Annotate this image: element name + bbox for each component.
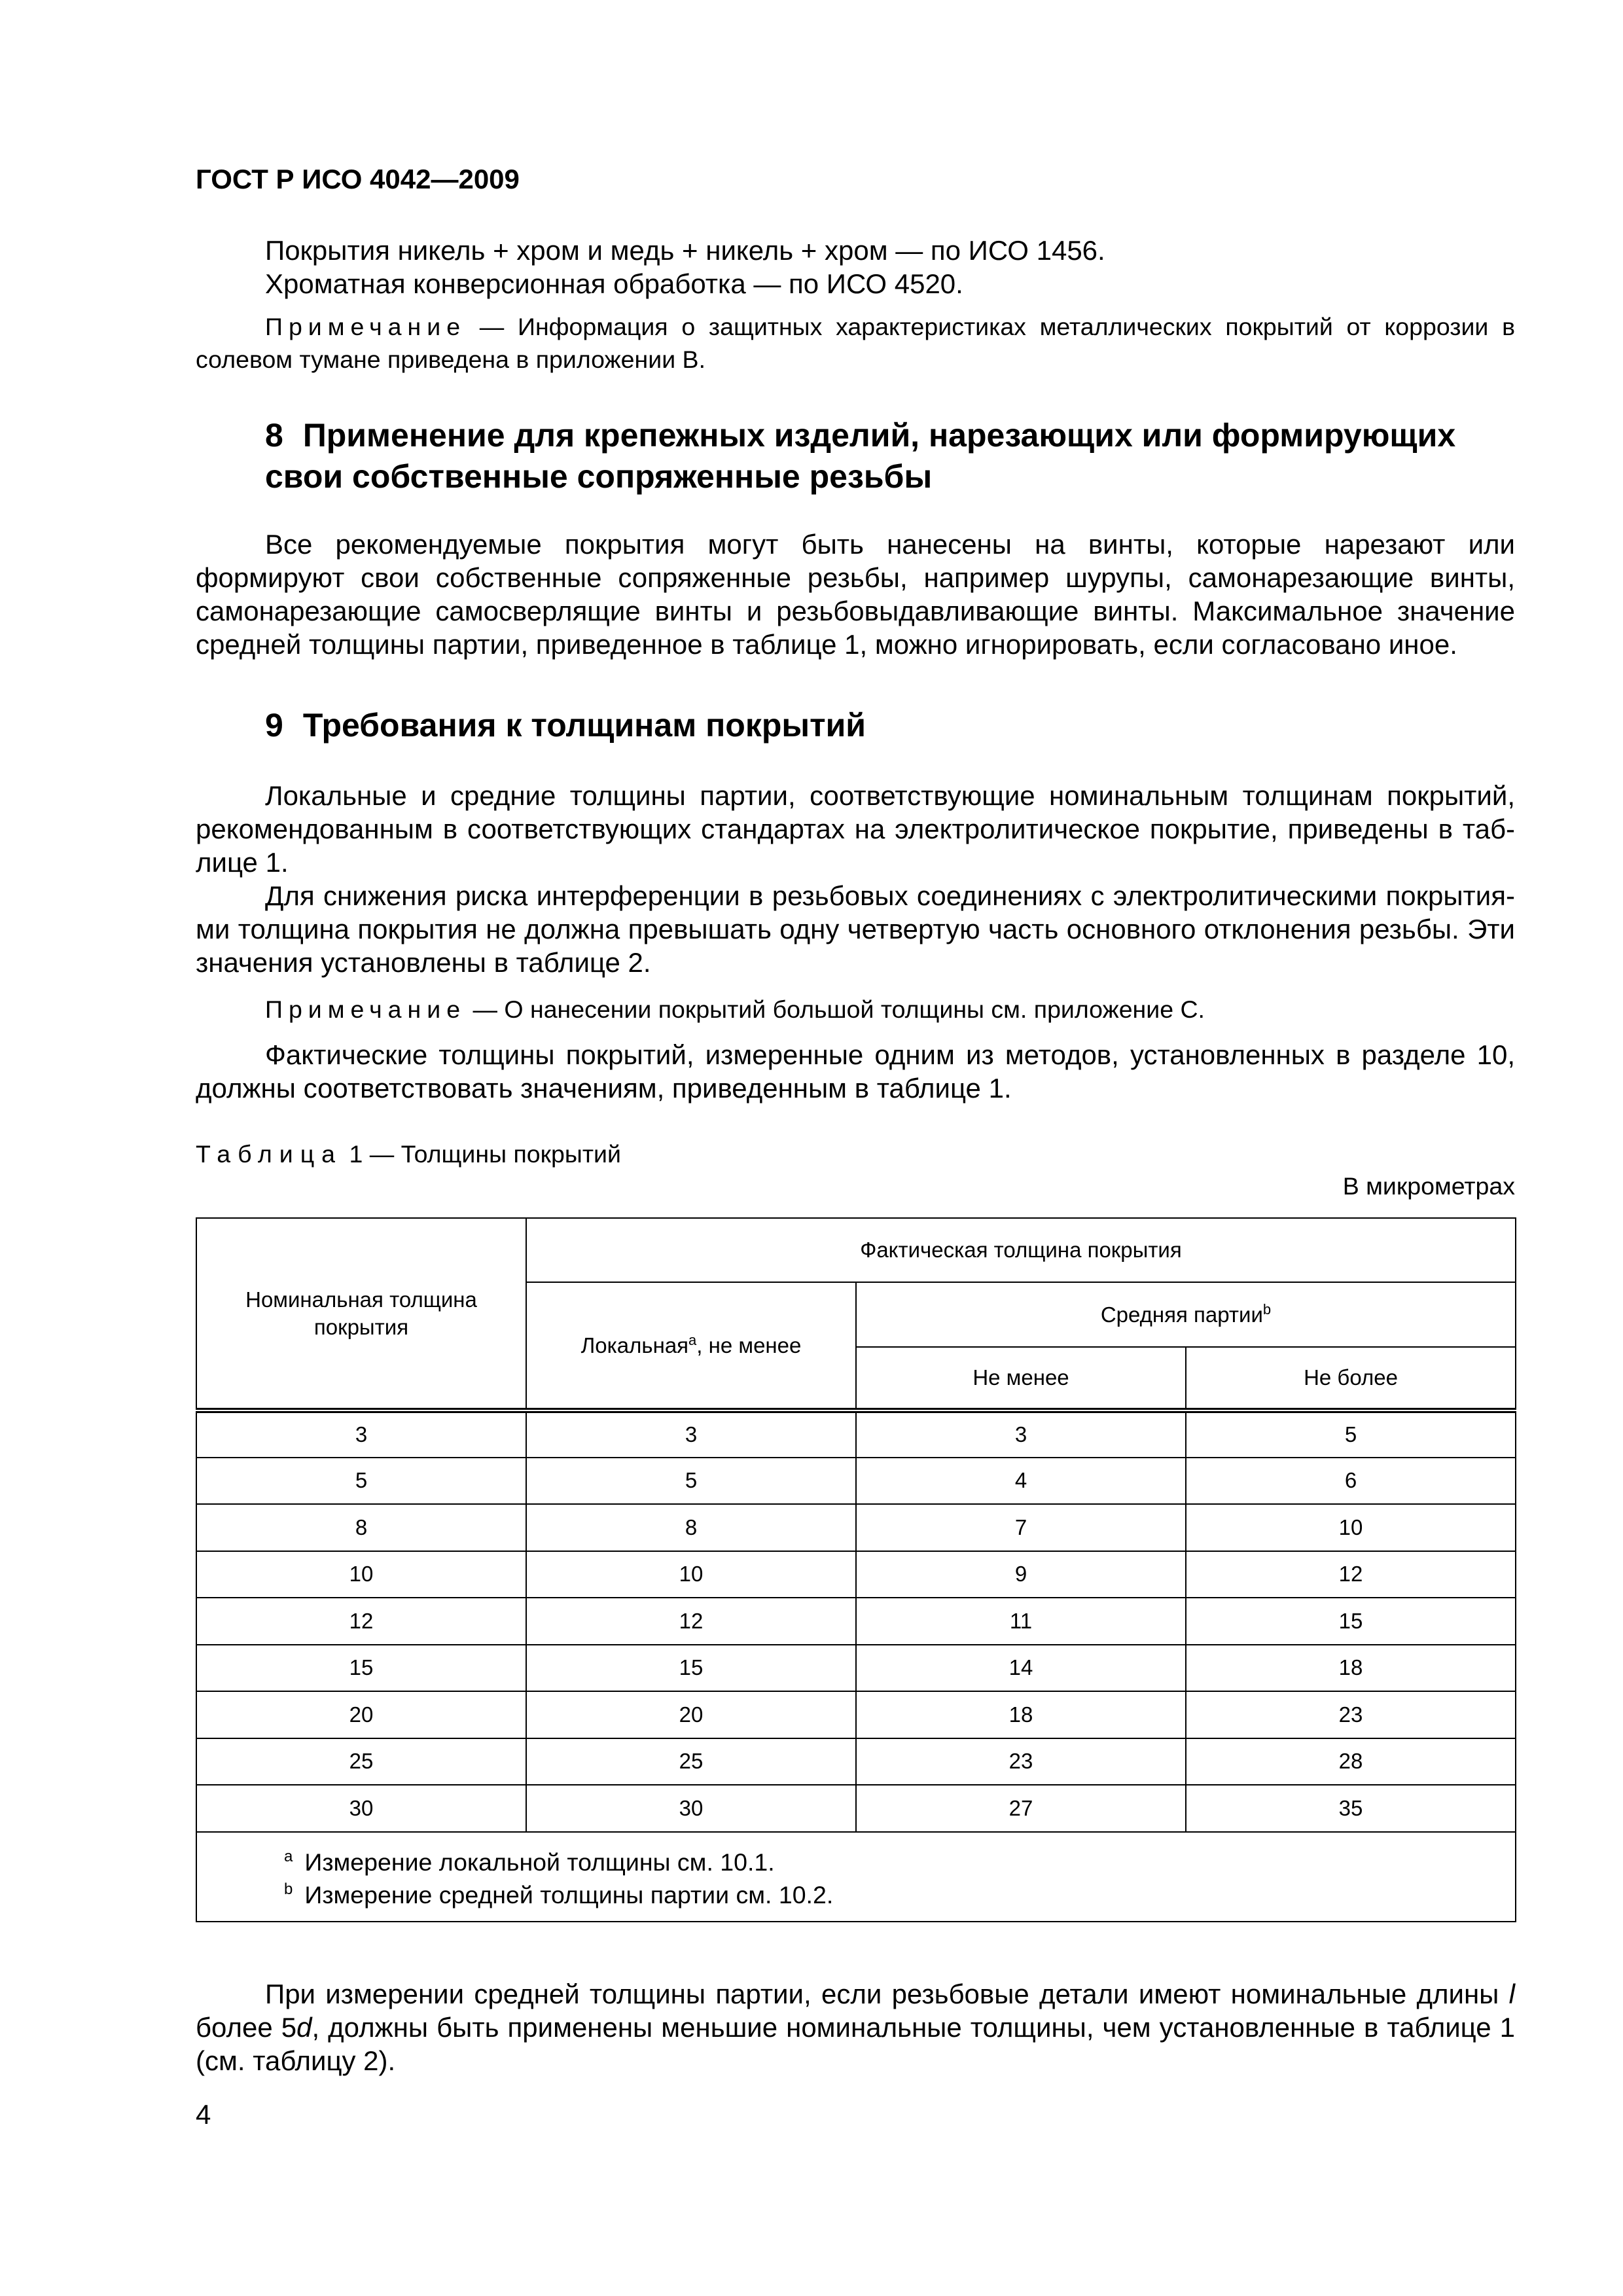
table-row xyxy=(196,1645,1516,1692)
table-row xyxy=(196,1738,1516,1785)
table-row xyxy=(196,1504,1516,1551)
cell-nominal: 20 xyxy=(196,1691,526,1738)
table-row xyxy=(196,1691,1516,1738)
table-caption-number: 1 xyxy=(349,1140,363,1168)
header-local-label: Локальная xyxy=(580,1333,689,1357)
coating-line-nickel-chrome: Покрытия никель + хром и медь + никель + хром — по ИСО 1456. xyxy=(265,235,1105,266)
page-number: 4 xyxy=(196,2099,211,2130)
table-1-units: В микрометрах xyxy=(1342,1172,1515,1200)
footnote-b-text: Измерение средней толщины партии см. 10.2. xyxy=(304,1880,834,1909)
cell-nominal: 8 xyxy=(196,1504,526,1551)
cell-local: 3 xyxy=(526,1410,856,1458)
footnote-a-text: Измерение локальной толщины см. 10.1. xyxy=(304,1848,775,1876)
table-footnotes xyxy=(196,1832,1516,1922)
cell-local: 30 xyxy=(526,1785,856,1832)
section-9-heading xyxy=(265,705,1515,746)
cell-nominal: 25 xyxy=(196,1738,526,1785)
table-1-container xyxy=(196,1217,1515,1922)
table-row xyxy=(196,1598,1516,1645)
cell-local: 20 xyxy=(526,1691,856,1738)
footnote-b: b Измерение средней толщины партии см. 10.2. xyxy=(284,1880,834,1909)
cell-batch-max: 10 xyxy=(1186,1504,1516,1551)
variable-d: d xyxy=(296,2012,312,2043)
footnote-ref-b: b xyxy=(1262,1300,1272,1318)
header-local-suffix: , не менее xyxy=(696,1333,802,1357)
note-text: — О нанесении покрытий большой толщины см. приложение С. xyxy=(466,996,1205,1023)
note-text: — Информация о защитных характеристиках металлических покрытий от коррозии в солевом тумане приведена в приложении В. xyxy=(196,313,1515,373)
table-row xyxy=(196,1551,1516,1598)
section-9-paragraphs xyxy=(196,779,1515,979)
section7-tail xyxy=(196,234,1515,300)
cell-batch-min: 18 xyxy=(856,1691,1186,1738)
closing-text-part-3: , должны быть применены меньшие номинальные толщины, чем установленные в таблице 1 (см. таблицу 2). xyxy=(196,2012,1515,2076)
cell-batch-max: 6 xyxy=(1186,1458,1516,1505)
section-8-title: Применение для крепежных изделий, нарезающих или формирующих свои собственные сопряженные резьбы xyxy=(265,417,1456,495)
document-code-header: ГОСТ Р ИСО 4042—2009 xyxy=(196,164,520,194)
cell-local: 5 xyxy=(526,1458,856,1505)
table-header-row-1 xyxy=(196,1218,1516,1282)
table-caption-title: — Толщины покрытий xyxy=(369,1140,621,1168)
cell-batch-min: 27 xyxy=(856,1785,1186,1832)
cell-batch-min: 11 xyxy=(856,1598,1186,1645)
cell-local: 15 xyxy=(526,1645,856,1692)
section-9-paragraph-1: Локальные и средние толщины партии, соответствующие номинальным толщинам покрытий, рекомендованным в соответствующих стандартах на электролитическое покрытие, приведены в таблице 1. xyxy=(196,780,1515,878)
coating-thickness-table xyxy=(196,1217,1516,1922)
cell-batch-max: 12 xyxy=(1186,1551,1516,1598)
header-local-min xyxy=(526,1282,856,1410)
section-9-title: Требования к толщинам покрытий xyxy=(302,707,866,744)
table-1-caption xyxy=(196,1139,1515,1169)
cell-batch-max: 35 xyxy=(1186,1785,1516,1832)
header-batch-label: Средняя партии xyxy=(1100,1302,1263,1327)
cell-local: 12 xyxy=(526,1598,856,1645)
header-batch-average xyxy=(856,1282,1516,1347)
cell-batch-min: 14 xyxy=(856,1645,1186,1692)
cell-batch-max: 28 xyxy=(1186,1738,1516,1785)
closing-text-part-1: При измерении средней толщины партии, если резьбовые детали имеют номинальные длины xyxy=(265,1979,1509,2009)
cell-batch-max: 15 xyxy=(1186,1598,1516,1645)
cell-nominal: 5 xyxy=(196,1458,526,1505)
cell-batch-min: 4 xyxy=(856,1458,1186,1505)
cell-batch-min: 9 xyxy=(856,1551,1186,1598)
cell-nominal: 10 xyxy=(196,1551,526,1598)
note-label: Примечание xyxy=(265,996,467,1023)
cell-batch-min: 7 xyxy=(856,1504,1186,1551)
cell-nominal: 12 xyxy=(196,1598,526,1645)
cell-batch-max: 23 xyxy=(1186,1691,1516,1738)
cell-batch-max: 5 xyxy=(1186,1410,1516,1458)
cell-local: 10 xyxy=(526,1551,856,1598)
cell-batch-min: 23 xyxy=(856,1738,1186,1785)
header-batch-max: Не более xyxy=(1186,1347,1516,1410)
footnote-a: a Измерение локальной толщины см. 10.1. xyxy=(284,1848,775,1876)
section-8-paragraph: Все рекомендуемые покрытия могут быть нанесены на винты, которые нарезают или формируют свои собственные сопряженные резьбы, например шурупы, самонарезающие винты, самонарезающие самосверлящие винты и резьбовыдавливающие винты. Максимальное значение средней толщины партии, приведенное в таблице 1, можно игнорировать, если согласовано иное. xyxy=(196,529,1515,660)
section-8-heading xyxy=(265,415,1515,497)
section-9-paragraph-2: Для снижения риска интерференции в резьбовых соединениях с электролитическими покрытиями толщина покрытия не должна превышать одну четвертую часть основного отклонения резьбы. Эти значения установлены в таблице 2. xyxy=(196,880,1515,978)
cell-nominal: 30 xyxy=(196,1785,526,1832)
section-9-number: 9 xyxy=(265,707,283,744)
table-footnotes-row xyxy=(196,1832,1516,1922)
cell-local: 25 xyxy=(526,1738,856,1785)
note-label: Примечание xyxy=(265,313,467,340)
note-salt-spray xyxy=(196,310,1515,376)
table-row xyxy=(196,1410,1516,1458)
closing-text-part-2: более 5 xyxy=(196,2012,297,2043)
note-thick-coatings xyxy=(196,993,1515,1026)
table-row xyxy=(196,1785,1516,1832)
footnote-ref-a: a xyxy=(688,1331,697,1348)
table-row xyxy=(196,1458,1516,1505)
cell-batch-max: 18 xyxy=(1186,1645,1516,1692)
cell-nominal: 15 xyxy=(196,1645,526,1692)
header-actual-thickness: Фактическая толщина покрытия xyxy=(526,1218,1516,1282)
cell-batch-min: 3 xyxy=(856,1410,1186,1458)
coating-line-chromate: Хроматная конверсионная обработка — по ИСО 4520. xyxy=(265,268,963,299)
section-9-paragraph-3: Фактические толщины покрытий, измеренные одним из методов, установленных в разделе 10, должны соответствовать значениям, приведенным в таблице 1. xyxy=(196,1039,1515,1103)
cell-nominal: 3 xyxy=(196,1410,526,1458)
header-batch-min: Не менее xyxy=(856,1347,1186,1410)
section-8-number: 8 xyxy=(265,417,283,454)
table-caption-label: Таблица xyxy=(196,1140,343,1168)
header-nominal-thickness: Номинальная толщина покрытия xyxy=(196,1218,526,1410)
variable-l: l xyxy=(1508,1979,1515,2009)
closing-paragraph xyxy=(196,1977,1515,2077)
cell-local: 8 xyxy=(526,1504,856,1551)
